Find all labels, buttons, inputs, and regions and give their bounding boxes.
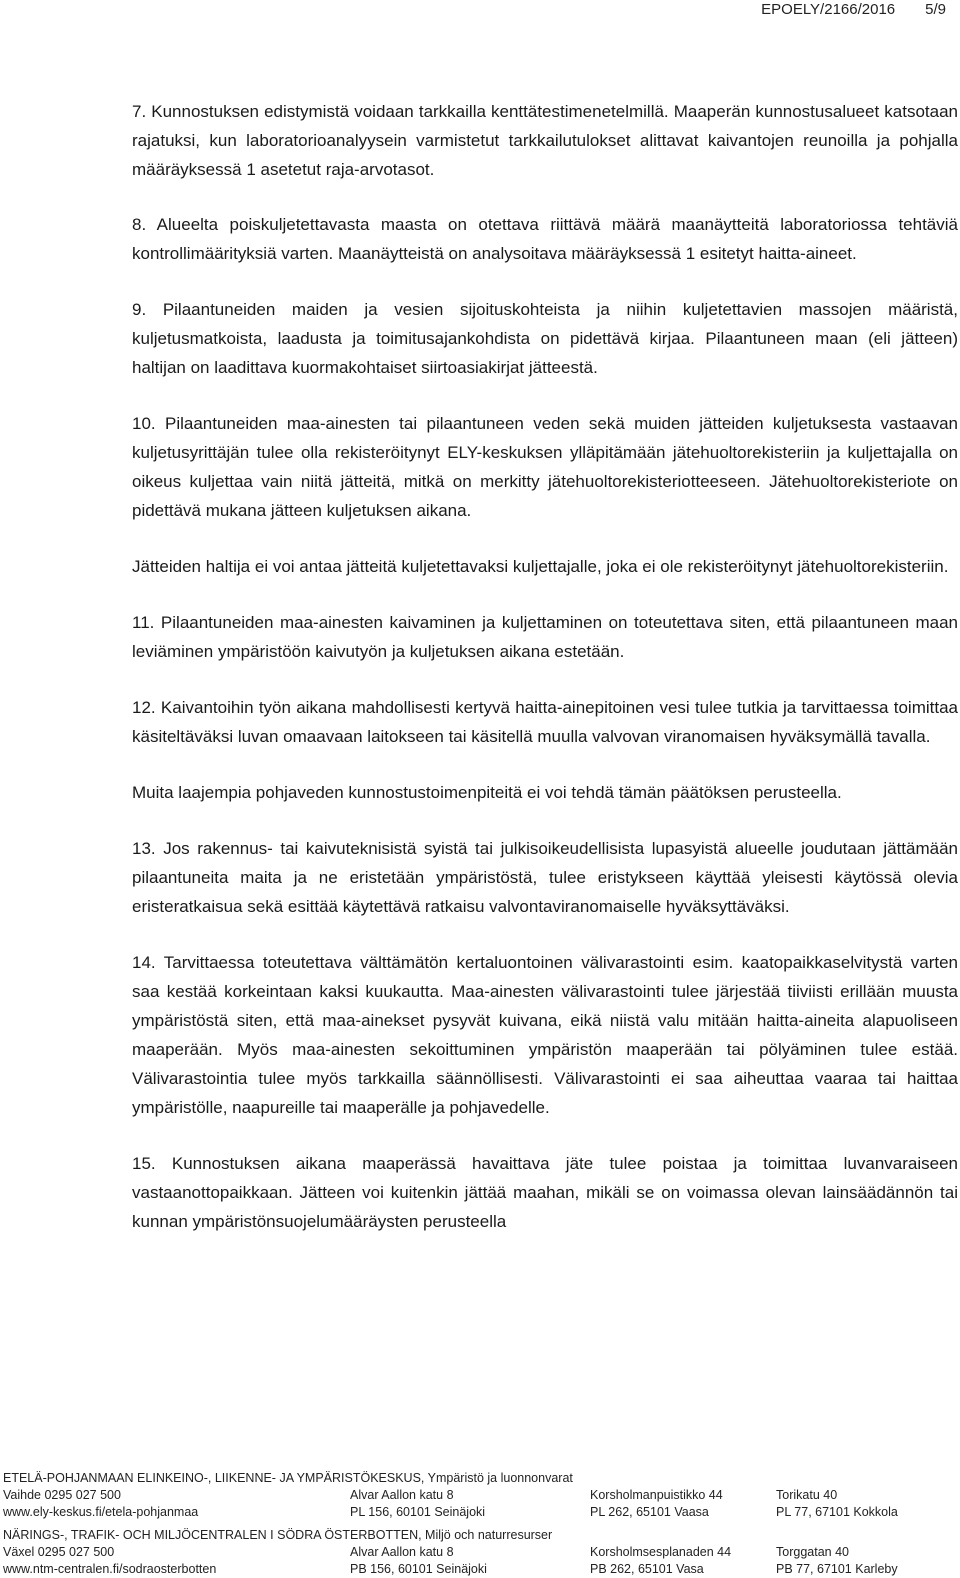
footer-row-fi-1	[0, 1487, 960, 1504]
paragraph-11: 11. Pilaantuneiden maa-ainesten kaivaminen ja kuljettaminen on toteutettava siten, että pilaantuneen maan leviäminen ympäristöön kaivutyön ja kuljetuksen aikana estetään.	[132, 613, 958, 661]
footer-address-seinajoki-sv: Alvar Aallon katu 8	[350, 1545, 454, 1559]
footer-postbox-karleby-sv: PB 77, 67101 Karleby	[776, 1562, 898, 1576]
footer-postbox-kokkola-fi: PL 77, 67101 Kokkola	[776, 1505, 898, 1519]
footer-postbox-seinajoki-fi: PL 156, 60101 Seinäjoki	[350, 1505, 486, 1519]
paragraph-7: 7. Kunnostuksen edistymistä voidaan tarkkailla kenttätestimenetelmillä. Maaperän kunnostusalueet katsotaan rajatuksi, kun laboratorioanalyysein varmistetut tarkkailutulokset alittavat kaivantojen reunoilla ja pohjalla määräyksessä 1 asetetut raja-arvotasot.	[132, 102, 958, 179]
footer-phone-fi: Vaihde 0295 027 500	[3, 1488, 121, 1502]
paragraph-15: 15. Kunnostuksen aikana maaperässä havaittava jäte tulee poistaa ja toimittaa luvanvaraiseen vastaanottopaikkaan. Jätteen voi kuitenkin jättää maahan, mikäli se on voimassa olevan lainsäädännön tai kunnan ympäristönsuojelumääräysten perusteella	[132, 1154, 958, 1231]
footer-org-name-fi: ETELÄ-POHJANMAAN ELINKEINO-, LIIKENNE- JA YMPÄRISTÖKESKUS, Ympäristö ja luonnonvarat	[3, 1471, 573, 1485]
footer-org-sv	[0, 1527, 960, 1544]
paragraph-13: 13. Jos rakennus- tai kaivuteknisistä syistä tai julkisoikeudellisista lupasyistä alueelle joudutaan jättämään pilaantuneita maita ja ne eristetään ympäristöstä, tulee eristykseen käyttää yleisesti käytössä olevia eristeratkaisua sekä esittää käytettävä ratkaisu valvontaviranomaiselle hyväksyttäväksi.	[132, 839, 958, 916]
footer-address-vaasa-fi: Korsholmanpuistikko 44	[590, 1488, 723, 1502]
footer-row-sv-1	[0, 1544, 960, 1561]
footer-address-seinajoki-fi: Alvar Aallon katu 8	[350, 1488, 454, 1502]
footer-org-name-sv: NÄRINGS-, TRAFIK- OCH MILJÖCENTRALEN I SÖDRA ÖSTERBOTTEN, Miljö och naturresurser	[3, 1528, 553, 1542]
footer-postbox-vaasa-fi: PL 262, 65101 Vaasa	[590, 1505, 709, 1519]
paragraph-8: 8. Alueelta poiskuljetettavasta maasta on otettava riittävä määrä maanäytteitä laboratoriossa tehtäviä kontrollimäärityksiä varten. Maanäytteistä on analysoitava määräyksessä 1 esitetyt haitta-aineet.	[132, 215, 958, 263]
footer-address-karleby-sv: Torggatan 40	[776, 1545, 849, 1559]
paragraph-10-note: Jätteiden haltija ei voi antaa jätteitä kuljetettavaksi kuljettajalle, joka ei ole rekisteröitynyt jätehuoltorekisteriin.	[132, 557, 949, 576]
footer-row-fi-2	[0, 1504, 960, 1521]
footer-address-kokkola-fi: Torikatu 40	[776, 1488, 838, 1502]
footer-address-vasa-sv: Korsholmsesplanaden 44	[590, 1545, 732, 1559]
footer-org-fi	[0, 1470, 960, 1487]
paragraph-9: 9. Pilaantuneiden maiden ja vesien sijoituskohteista ja niihin kuljetettavien massojen määristä, kuljetusmatkoista, laadusta ja toimitusajankohdista on pidettävä kirjaa. Pilaantuneen maan (eli jätteen) haltijan on laadittava kuormakohtaiset siirtoasiakirjat jätteestä.	[132, 300, 958, 377]
page-header	[761, 0, 946, 20]
document-body	[132, 97, 958, 1236]
page-number: 5/9	[925, 1, 946, 18]
footer-postbox-seinajoki-sv: PB 156, 60101 Seinäjoki	[350, 1562, 487, 1576]
paragraph-14: 14. Tarvittaessa toteutettava välttämätön kertaluontoinen välivarastointi esim. kaatopaikkaselvitystä varten saa kestää korkeintaan kaksi kuukautta. Maa-ainesten välivarastointi tulee järjestää tiiviisti erillään muusta ympäristöstä siten, että maa-ainekset pysyvät kuivana, eikä niistä valu mitään haitta-aineita alapuoliseen maaperään. Myös maa-ainesten sekoittuminen ympäristön maaperään tai pölyäminen tulee estää. Välivarastointia tulee myös tarkkailla säännöllisesti. Välivarastointi ei saa aiheuttaa vaaraa tai haittaa ympäristölle, naapureille tai maaperälle ja pohjavedelle.	[132, 953, 958, 1117]
footer-phone-sv: Växel 0295 027 500	[3, 1545, 115, 1559]
footer-row-sv-2	[0, 1561, 960, 1578]
footer-website-fi[interactable]: www.ely-keskus.fi/etela-pohjanmaa	[3, 1505, 199, 1519]
paragraph-10: 10. Pilaantuneiden maa-ainesten tai pilaantuneen veden sekä muiden jätteiden kuljetuksesta vastaavan kuljetusyrittäjän tulee olla rekisteröitynyt ELY-keskuksen ylläpitämään jätehuoltorekisteriin ja kuljettajalla on oikeus kuljettaa vain niitä jätteitä, mitkä on merkitty jätehuoltorekisteriotteeseen. Jätehuoltorekisteriote on pidettävä mukana jätteen kuljetuksen aikana.	[132, 414, 958, 520]
footer-postbox-vasa-sv: PB 262, 65101 Vasa	[590, 1562, 704, 1576]
document-id: EPOELY/2166/2016	[761, 1, 896, 18]
paragraph-12-note: Muita laajempia pohjaveden kunnostustoimenpiteitä ei voi tehdä tämän päätöksen perusteella.	[132, 783, 842, 802]
paragraph-12: 12. Kaivantoihin työn aikana mahdollisesti kertyvä haitta-ainepitoinen vesi tulee tutkia ja tarvittaessa toimittaa käsiteltäväksi luvan omaavaan laitokseen tai käsitellä muulla valvovan viranomaisen hyväksymällä tavalla.	[132, 698, 958, 746]
footer-website-sv[interactable]: www.ntm-centralen.fi/sodraosterbotten	[3, 1562, 217, 1576]
